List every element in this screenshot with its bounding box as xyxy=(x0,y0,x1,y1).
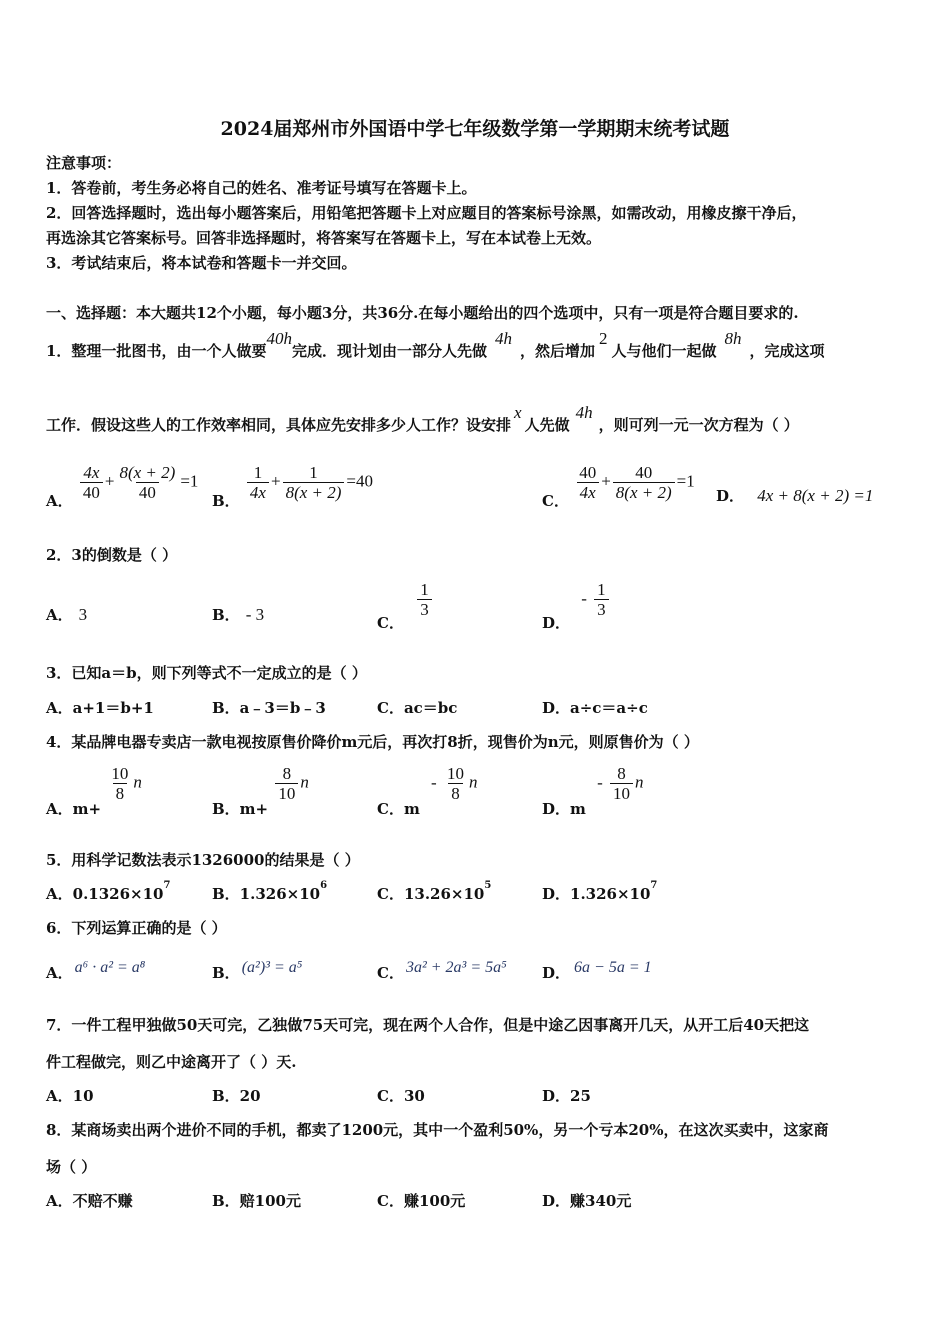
q1-math-40h: 40h xyxy=(266,329,292,348)
q5-a-exp: 7 xyxy=(163,880,171,891)
q1-text-1: 1．整理一批图书，由一个人做要 xyxy=(46,342,267,360)
q2-option-c-label: C． xyxy=(377,613,404,632)
q4-c-minus: - xyxy=(431,772,437,792)
q4-option-b[interactable] xyxy=(212,764,309,818)
q6-a-expr: a⁶ · a² = a⁸ xyxy=(74,959,146,976)
q2-a-value: 3 xyxy=(78,605,88,624)
q8-option-d[interactable]: D．赚340元 xyxy=(542,1192,632,1210)
q2-option-a[interactable] xyxy=(46,604,87,625)
q1-text-5: ，完成这项 xyxy=(749,342,825,360)
q1-a-den2: 40 xyxy=(136,482,159,502)
notice-heading: 注意事项： xyxy=(46,154,122,172)
q1-option-b[interactable]: B． $\frac{1}{4x}$ + $\frac{1}{8(x + 2)}$ =40 xyxy=(212,463,373,511)
q4-d-var: n xyxy=(635,772,644,792)
q1-c-eq: =1 xyxy=(676,471,695,491)
q8-option-a[interactable]: A．不赔不赚 xyxy=(46,1192,133,1210)
q6-option-b[interactable] xyxy=(212,959,303,983)
q6-option-d[interactable] xyxy=(542,959,652,983)
q1-math-4h-b: 4h xyxy=(575,403,593,422)
q1-option-a-label: A． xyxy=(46,492,73,511)
q1-d-expr: 4x + 8(x + 2) =1 xyxy=(757,486,874,505)
q4-stem: 4．某品牌电器专卖店一款电视按原售价降价m元后，再次打8折，现售价为n元，则原售价为（ ） xyxy=(46,733,699,751)
q2-d-sign: - xyxy=(581,588,587,608)
q6-b-expr: (a²)³ = a⁵ xyxy=(241,959,303,976)
section-heading: 一、选择题：本大题共12个小题，每小题3分，共36分.在每小题给出的四个选项中，只有一项是符合题目要求的. xyxy=(46,304,799,322)
q2-c-num: 1 xyxy=(420,580,429,599)
q5-b-exp: 6 xyxy=(320,880,328,891)
q2-option-b[interactable] xyxy=(212,604,264,625)
q1-option-b-label: B． xyxy=(212,492,240,511)
q8-stem-line2: 场（ ） xyxy=(46,1158,97,1176)
q5-option-c[interactable] xyxy=(377,880,492,904)
q5-stem: 5．用科学记数法表示1326000的结果是（ ） xyxy=(46,851,360,869)
q1-b-den2: 8(x + 2) xyxy=(283,482,345,502)
q2-option-b-label: B． xyxy=(212,606,240,624)
q1-c-num2: 40 xyxy=(635,463,653,482)
q4-b-num: 8 xyxy=(282,764,292,783)
q5-option-b[interactable] xyxy=(212,880,328,904)
q6-option-c-label: C． xyxy=(377,964,404,982)
q6-option-b-label: B． xyxy=(212,964,240,982)
q8-stem-line1: 8．某商场卖出两个进价不同的手机，都卖了1200元，其中一个盈利50%，另一个亏本20%，在这次买卖中，这家商 xyxy=(46,1121,829,1139)
q4-option-d[interactable] xyxy=(542,764,644,818)
q1-option-d-label: D． xyxy=(716,487,745,505)
q1-math-2: 2 xyxy=(598,329,608,348)
q5-option-d[interactable] xyxy=(542,880,658,904)
q2-option-d[interactable] xyxy=(542,580,611,632)
q1-c-den1: 4x xyxy=(577,482,599,502)
q6-d-expr: 6a − 5a = 1 xyxy=(574,959,652,976)
q6-c-expr: 3a² + 2a³ = 5a⁵ xyxy=(405,959,507,976)
q4-a-var: n xyxy=(133,772,142,792)
q6-option-a[interactable] xyxy=(46,959,146,983)
q1-b-num1: 1 xyxy=(253,463,263,482)
q4-option-a-label: A．m+ xyxy=(46,799,102,818)
q1-option-c-label: C． xyxy=(542,492,569,511)
page-title: 2024届郑州市外国语中学七年级数学第一学期期末统考试题 xyxy=(220,118,730,140)
q3-option-b[interactable]: B．a﹣3＝b﹣3 xyxy=(212,699,326,717)
notice-item-2b: 再选涂其它答案标号。回答非选择题时，将答案写在答题卡上，写在本试卷上无效。 xyxy=(46,229,602,247)
q1-b-num2: 1 xyxy=(309,463,318,482)
q6-option-d-label: D． xyxy=(542,964,571,982)
q5-d-exp: 7 xyxy=(650,880,658,891)
q3-option-c[interactable]: C．ac＝bc xyxy=(377,699,458,717)
q4-c-num: 10 xyxy=(446,764,464,783)
q7-option-b[interactable]: B．20 xyxy=(212,1087,261,1105)
q4-c-var: n xyxy=(468,772,478,792)
q5-option-a[interactable] xyxy=(46,880,171,904)
q7-stem-line2: 件工程做完，则乙中途离开了（ ）天. xyxy=(46,1053,297,1071)
q6-option-a-label: A． xyxy=(46,964,73,982)
q7-option-c[interactable]: C．30 xyxy=(377,1087,425,1105)
q3-option-d[interactable]: D．a÷c＝a÷c xyxy=(542,699,648,717)
q2-d-den: 3 xyxy=(594,599,609,619)
q1-text-4: 人与他们一起做 xyxy=(611,342,717,360)
q1-c-den2: 8(x + 2) xyxy=(613,482,675,502)
q1-text-7: 人先做 xyxy=(524,416,570,434)
q3-stem: 3．已知a＝b，则下列等式不一定成立的是（ ） xyxy=(46,664,367,682)
q4-option-d-label: D．m xyxy=(542,799,586,818)
notice-item-2a: 2．回答选择题时，选出每小题答案后，用铅笔把答题卡上对应题目的答案标号涂黑，如需改动，用橡皮擦干净后， xyxy=(46,204,807,222)
q1-option-c[interactable]: C． $\frac{40}{4x}$ + $\frac{40}{8(x + 2)}$ =1 xyxy=(542,463,695,511)
q4-option-b-label: B．m+ xyxy=(212,799,269,818)
q1-b-den1: 4x xyxy=(247,482,269,502)
q1-a-den1: 40 xyxy=(80,482,103,502)
q2-option-c[interactable] xyxy=(377,580,434,632)
q4-d-den: 10 xyxy=(610,783,633,803)
q1-text-6: 工作．假设这些人的工作效率相同，具体应先安排多少人工作？设安排 xyxy=(46,416,512,434)
q2-b-value: - 3 xyxy=(245,605,265,624)
q1-math-4h: 4h xyxy=(494,329,512,348)
q8-option-b[interactable]: B．赔100元 xyxy=(212,1192,301,1210)
q5-d-text: D．1.326×10 xyxy=(542,885,651,903)
q5-c-text: C．13.26×10 xyxy=(377,885,485,903)
q3-option-a[interactable]: A．a+1＝b+1 xyxy=(46,699,154,717)
q4-c-den: 8 xyxy=(448,783,463,803)
q2-d-num: 1 xyxy=(597,580,606,599)
q2-c-den: 3 xyxy=(417,599,432,619)
q1-a-eq: =1 xyxy=(180,471,199,491)
q1-math-x: x xyxy=(514,403,522,422)
q4-b-var: n xyxy=(300,772,309,792)
q4-a-num: 10 xyxy=(111,764,129,783)
q4-b-den: 10 xyxy=(275,783,298,803)
q8-option-c[interactable]: C．赚100元 xyxy=(377,1192,466,1210)
q4-option-a[interactable] xyxy=(46,764,142,818)
q1-a-num2: 8(x + 2) xyxy=(119,463,176,482)
q1-stem-line2 xyxy=(46,403,799,435)
q1-math-8h: 8h xyxy=(724,329,742,348)
q1-option-a[interactable]: A． $\frac{4x}{40}$ + $\frac{8(x + 2)}{40}$ =1 xyxy=(46,463,199,511)
q4-d-num: 8 xyxy=(617,764,626,783)
q7-option-a[interactable]: A．10 xyxy=(46,1087,94,1105)
q1-option-d[interactable] xyxy=(716,485,873,506)
q1-b-eq: =40 xyxy=(346,471,373,491)
notice-item-3: 3．考试结束后，将本试卷和答题卡一并交回。 xyxy=(46,254,357,272)
q7-option-d[interactable]: D．25 xyxy=(542,1087,591,1105)
q4-d-minus: - xyxy=(597,772,603,792)
notice-item-1: 1．答卷前，考生务必将自己的姓名、准考证号填写在答题卡上。 xyxy=(46,179,477,197)
q6-stem: 6．下列运算正确的是（ ） xyxy=(46,919,227,937)
q1-c-num1: 40 xyxy=(579,463,597,482)
q6-option-c[interactable] xyxy=(377,959,507,983)
q2-option-a-label: A． xyxy=(46,606,73,624)
q7-stem-line1: 7．一件工程甲独做50天可完，乙独做75天可完，现在两个人合作，但是中途乙因事离开几天，从开工后40天把这 xyxy=(46,1016,810,1034)
q1-a-num1: 4x xyxy=(83,463,100,482)
q1-text-3: ，然后增加 xyxy=(519,342,595,360)
q1-text-2: 完成．现计划由一部分人先做 xyxy=(291,342,487,360)
q4-a-den: 8 xyxy=(113,783,128,803)
q2-stem: 2．3的倒数是（ ） xyxy=(46,546,178,564)
q5-c-exp: 5 xyxy=(484,880,492,891)
q5-a-text: A．0.1326×10 xyxy=(46,885,164,903)
q1-text-8: ，则可列一元一次方程为（ ） xyxy=(598,416,799,434)
q5-b-text: B．1.326×10 xyxy=(212,885,321,903)
q4-option-c[interactable] xyxy=(377,764,478,818)
q4-option-c-label: C．m xyxy=(377,799,420,818)
q2-option-d-label: D． xyxy=(542,613,571,632)
q1-stem-line1 xyxy=(46,329,825,361)
